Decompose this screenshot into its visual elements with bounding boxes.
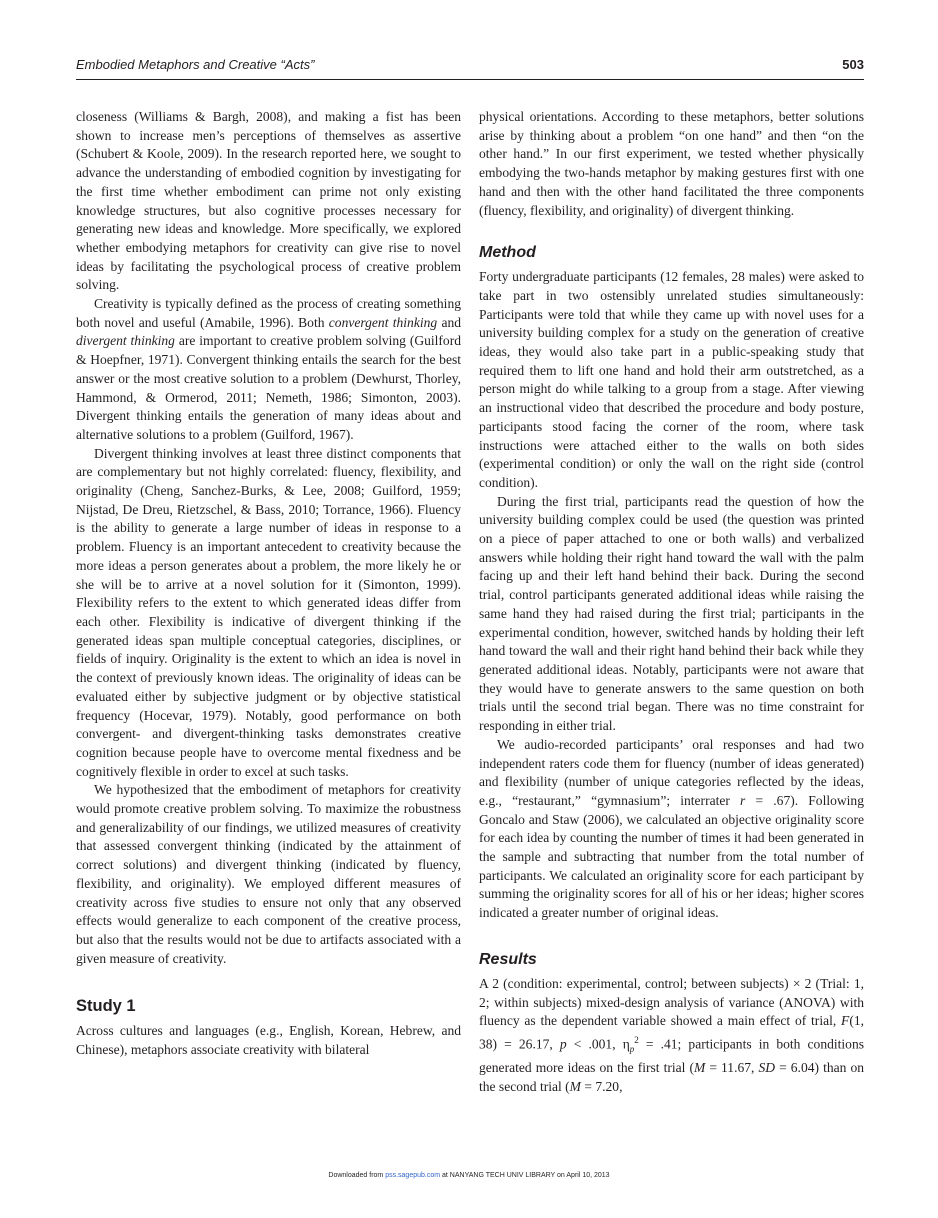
paragraph <box>479 975 864 1096</box>
section-heading-results: Results <box>479 950 537 968</box>
stat-superscript: 2 <box>634 1034 639 1045</box>
paragraph: Divergent thinking involves at least three distinct components that are complementary but not highly correlated: fluency, flexibility, and originality (Cheng, Sanchez-Burks, & Lee, 2008; Guilford, 1959; Nijstad, De Dreu, Rietzschel, & Bass, 2010; Torrance, 1966). Fluency is the ability to generate a large number of ideas in response to a problem. Fluency is an important antecedent to creativity because the more ideas a person generates about a problem, the more likely he or she will be to arrive at a novel solution for it (Simonton, 1999). Flexibility refers to the extent to which generated ideas differ from each other. Flexibility is indicative of divergent thinking if the generated ideas span multiple conceptual categories, disciplines, or fields of inquiry. Originality is the extent to which an idea is novel in the context of previously known ideas. The originality of ideas can be evaluated either by subjective judgment or by objective statistical frequency (Hocevar, 1979). Notably, good performance on both convergent- and divergent-thinking tasks demonstrates creative cognition because people have to overcome mental fixedness and be cognitively flexible in order to excel at such tasks. <box>76 445 461 779</box>
paragraph: physical orientations. According to these metaphors, better solutions arise by thinking about a problem “on one hand” and then “on the other hand.” In our first experiment, we tested whether physically embodying the two-hands metaphor by making gestures first with one hand and then with the other hand facilitated the three components (fluency, flexibility, and originality) of divergent thinking. <box>479 109 864 218</box>
text-run: A 2 (condition: experimental, control; between subjects) × 2 (Trial: 1, 2; within subjects) mixed-design analysis of variance (ANOVA) with fluency as the dependent variable showed a main effect of trial, <box>479 975 864 1029</box>
footer-link[interactable]: pss.sagepub.com <box>385 1172 441 1179</box>
text-run: = .67). Following Goncalo and Staw (2006), we calculated an objective originality score for each idea by counting the number of times it had been generated in the sample and subtracting that number from the total number of participants. We calculated an originality score for each participant by summing the originality scores for all of his or her ideas; higher scores indicated a greater number of original ideas. <box>479 792 864 921</box>
paragraph: closeness (Williams & Bargh, 2008), and making a fist has been shown to increase men’s perceptions of themselves as assertive (Schubert & Koole, 2009). In the research reported here, we sought to advance the understanding of embodied cognition by investigating for the first time whether embodiment can prime not only existing knowledge structures, but also cognitive processes necessary for generating new ideas and knowledge. More specifically, we explored whether embodying metaphors for creativity can give rise to novel ideas by facilitating the psychological process of creative problem solving. <box>76 109 461 293</box>
stat-symbol: M <box>693 1059 706 1075</box>
stat-symbol: SD <box>758 1059 776 1075</box>
footer-prefix: Downloaded from <box>328 1172 386 1179</box>
paragraph: Across cultures and languages (e.g., English, Korean, Hebrew, and Chinese), metaphors associate creativity with bilateral <box>76 1023 461 1058</box>
page-number: 503 <box>842 57 864 72</box>
download-footer <box>0 1172 938 1179</box>
stat-symbol: p <box>559 1036 567 1052</box>
running-header <box>76 55 864 80</box>
text-run: = 11.67, <box>705 1059 759 1075</box>
text-run: (1, 38) = 26.17, <box>479 1013 864 1052</box>
paragraph: Forty undergraduate participants (12 females, 28 males) were asked to take part in two ostensibly unrelated studies simultaneously: Participants were told that while they came up with novel uses for a university building complex for a study on the generation of creative ideas, they would also take part in a public-speaking study that required them to lift one hand and hold their arm outstretched, as a person might do while talking to a group from a stage. After viewing an instructional video that described the procedure and body posture, participants stood facing the corner of the room, where task instructions were attached either to the walls on both sides (experimental condition) or only the wall on the right side (control condition). <box>479 269 864 490</box>
right-column <box>479 108 864 1096</box>
text-run: and <box>437 314 462 330</box>
term-divergent-thinking: divergent thinking <box>76 333 175 349</box>
running-title: Embodied Metaphors and Creative “Acts” <box>76 57 315 72</box>
text-run: = 6.04) than on the second trial ( <box>479 1059 864 1094</box>
term-convergent-thinking: convergent thinking <box>328 314 438 330</box>
paragraph: We hypothesized that the embodiment of metaphors for creativity would promote creative problem solving. To maximize the robustness and generalizability of our findings, we utilized measures of creativity that assessed convergent thinking (indicated by the attainment of correct solutions) and divergent thinking (indicated by fluency, flexibility, and originality). We employed different measures of creativity across five studies to ensure not only that any observed effects would generalize to each component of the creative process, but also that the results would not be due to artifacts associated with a given measure of creativity. <box>76 782 461 966</box>
text-run: = 7.20, <box>580 1078 623 1094</box>
section-heading-study-1: Study 1 <box>76 997 136 1016</box>
stat-subscript: p <box>629 1044 635 1055</box>
text-run: = .41; participants in both conditions generated more ideas on the first trial ( <box>479 1036 864 1075</box>
text-run: are important to creative problem solving (Guilford & Hoepfner, 1971). Convergent thinking entails the search for the best answer or the most creative solution to a problem (Dewhurst, Thorley, Hammond, & Ormerod, 2011; Nemeth, 1986; Simonton, 2003). Divergent thinking entails the generation of many ideas about and alternative solutions to a problem (Guilford, 1967). <box>76 333 461 442</box>
text-run: We audio-recorded participants’ oral responses and had two independent raters code them for fluency (number of ideas generated) and flexibility (number of unique categories reflected by the ideas, e.g., “restaurant,” “gymnasium”; interrater <box>479 736 864 808</box>
paragraph <box>76 295 461 445</box>
stat-symbol: F <box>841 1013 850 1029</box>
stat-symbol: r <box>740 792 746 808</box>
section-heading-method: Method <box>479 244 536 262</box>
text-run: < .001, η <box>566 1036 630 1052</box>
paragraph <box>479 736 864 923</box>
text-run: Creativity is typically defined as the process of creating something both novel and useful (Amabile, 1996). Both <box>76 296 461 330</box>
paragraph: During the first trial, participants read the question of how the university building complex could be used (the question was printed on a piece of paper attached to one or both walls) and verbalized answers while holding their right hand toward the wall with the palm facing up and their left hand behind their back. During the second trial, control participants generated additional ideas while raising the same hand they had raised during the first trial; participants in the experimental condition, however, switched hands by holding their left hand toward the wall and their right hand behind their back while they generated additional ideas. Notably, participants were not aware that they would have to generate answers to the same question on both trials until the second trial began. There was no time constraint for responding in either trial. <box>479 493 864 734</box>
footer-suffix: at NANYANG TECH UNIV LIBRARY on April 10, 2013 <box>440 1172 610 1179</box>
stat-symbol: M <box>569 1078 581 1094</box>
left-column <box>76 108 461 1060</box>
